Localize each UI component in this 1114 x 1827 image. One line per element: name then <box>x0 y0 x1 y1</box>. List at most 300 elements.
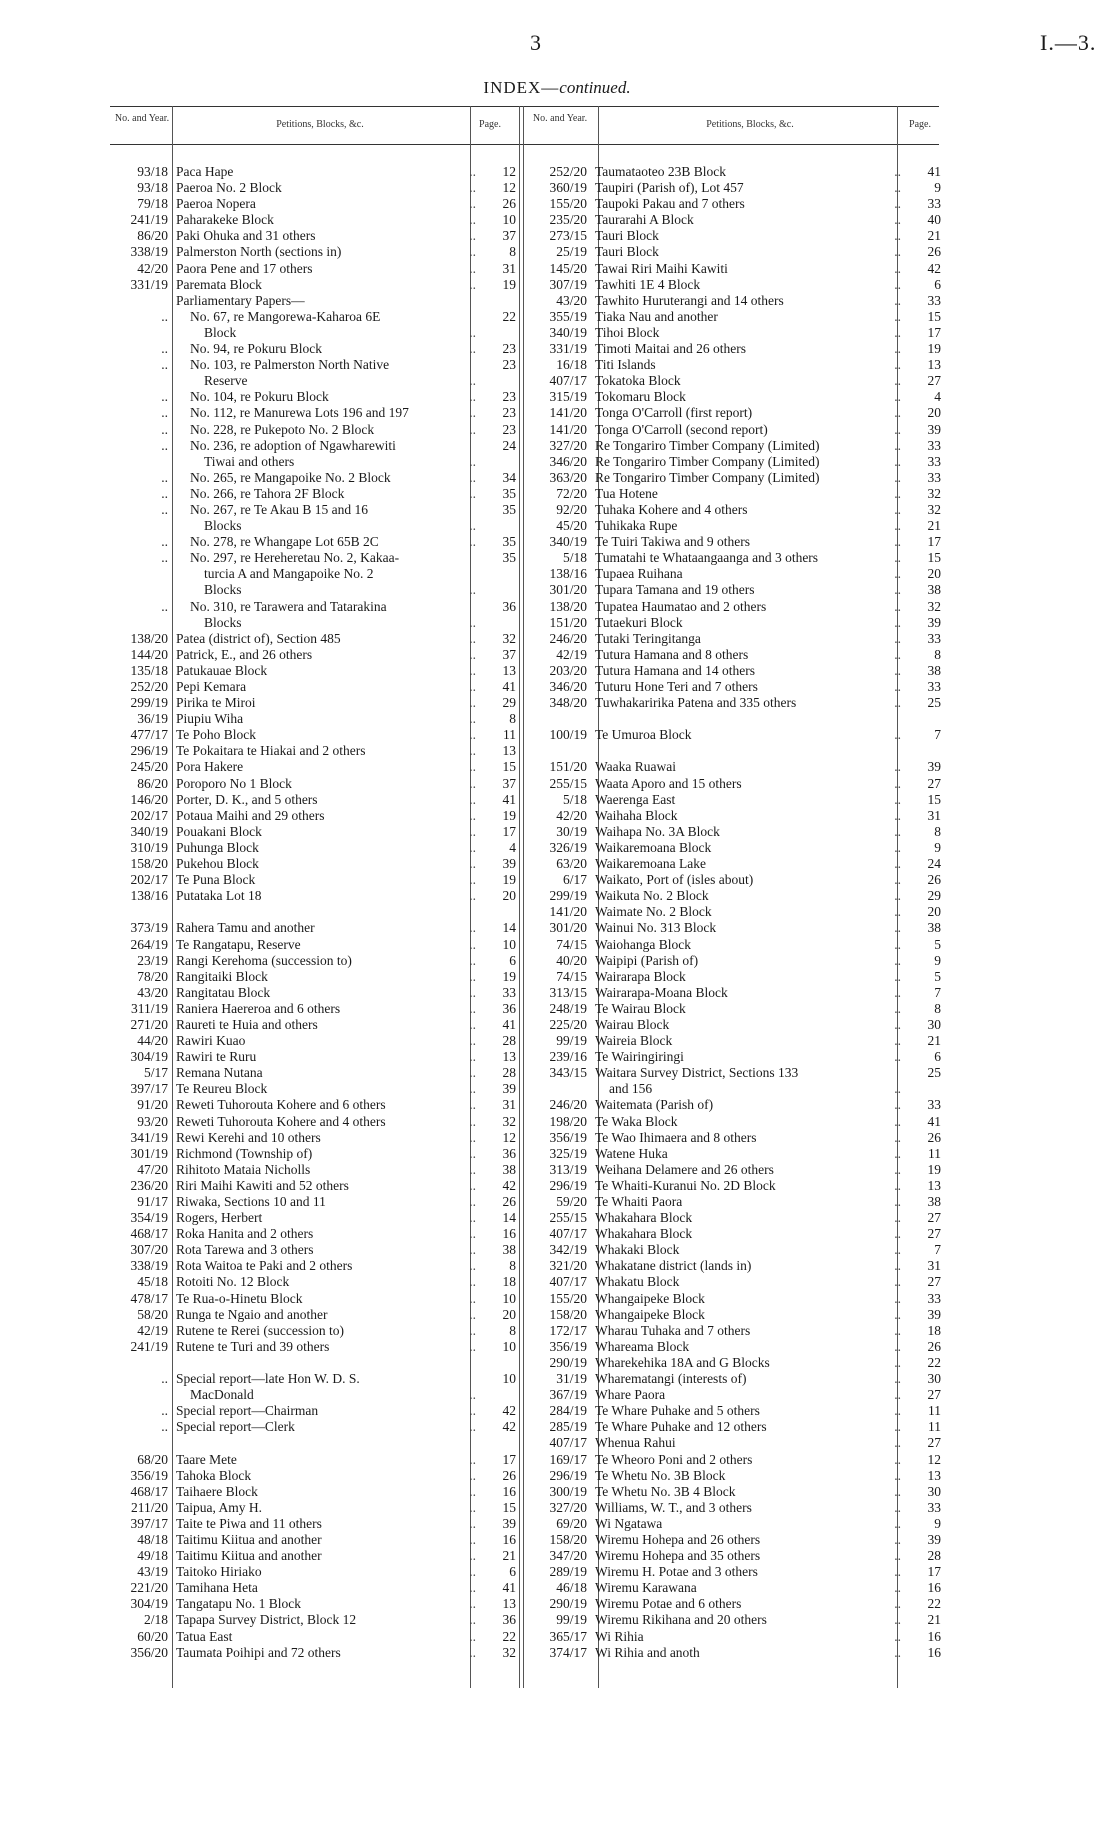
leader-dots: .. <box>894 1564 901 1580</box>
entry-title-text: Tonga O'Carroll (first report) <box>595 405 753 421</box>
entry-title <box>168 1065 458 1081</box>
index-entry <box>110 888 515 904</box>
leader-dots: .. <box>894 1033 901 1049</box>
entry-title-text: Waireia Block <box>595 1033 673 1049</box>
entry-title <box>587 293 887 309</box>
leader-dots: .. <box>469 807 476 823</box>
entry-page: 12 <box>927 1451 941 1467</box>
entry-title-text: Piupiu Wiha <box>176 711 244 727</box>
index-entry <box>110 1291 515 1307</box>
entry-page: 31 <box>502 260 516 276</box>
entry-number: 245/20 <box>130 759 168 775</box>
entry-number: 356/19 <box>549 1129 587 1145</box>
entry-number: 42/20 <box>556 807 587 823</box>
entry-title-text: Wairarapa-Moana Block <box>595 984 728 1000</box>
entry-title-text: Te Wao Ihimaera and 8 others <box>595 1129 757 1145</box>
entry-page: 22 <box>927 1596 941 1612</box>
leader-dots: .. <box>894 518 901 534</box>
index-entry <box>525 759 939 775</box>
entry-page: 8 <box>509 1258 516 1274</box>
entry-title <box>168 1146 458 1162</box>
entry-number: 326/19 <box>549 839 587 855</box>
entry-number: 151/20 <box>549 759 587 775</box>
entry-number: 373/19 <box>130 920 168 936</box>
entry-title-text: Paeroa Nopera <box>176 196 256 212</box>
entry-title <box>168 727 458 743</box>
entry-number: 68/20 <box>137 1451 168 1467</box>
entry-title <box>587 953 887 969</box>
entry-title <box>587 550 887 566</box>
index-entry <box>110 808 515 824</box>
leader-dots: .. <box>894 228 901 244</box>
entry-page: 17 <box>927 534 941 550</box>
entry-title <box>587 1339 887 1355</box>
index-entry <box>525 1114 939 1130</box>
leader-dots: .. <box>469 614 476 630</box>
entry-title-text: Patrick, E., and 26 others <box>176 646 313 662</box>
entry-title-text: Tahoka Block <box>176 1467 252 1483</box>
entry-number: 290/19 <box>549 1354 587 1370</box>
entry-page: 17 <box>502 823 516 839</box>
index-entry <box>110 422 515 438</box>
entry-title-text: Wairarapa Block <box>595 968 686 984</box>
entry-number: 86/20 <box>137 775 168 791</box>
entry-page: 36 <box>502 1612 516 1628</box>
entry-title <box>587 1114 887 1130</box>
entry-page: 25 <box>927 1065 941 1081</box>
entry-title <box>587 454 887 470</box>
entry-title <box>587 1146 887 1162</box>
entry-title <box>587 1323 887 1339</box>
entry-title <box>587 615 887 631</box>
entry-number: 307/20 <box>130 1242 168 1258</box>
entry-page: 38 <box>927 920 941 936</box>
index-entry <box>110 631 515 647</box>
entry-page: 23 <box>502 421 516 437</box>
entry-page: 6 <box>509 952 516 968</box>
leader-dots: .. <box>469 260 476 276</box>
entry-page: 39 <box>927 614 941 630</box>
index-entry <box>110 1339 515 1355</box>
index-entry <box>110 663 515 679</box>
leader-dots: .. <box>894 501 901 517</box>
entry-number: .. <box>161 308 168 324</box>
entry-number: 135/18 <box>130 662 168 678</box>
leader-dots: .. <box>894 341 901 357</box>
index-entry <box>110 1323 515 1339</box>
section-gap <box>525 743 939 759</box>
leader-dots: .. <box>469 453 476 469</box>
leader-dots: .. <box>894 614 901 630</box>
entry-number: 43/19 <box>137 1564 168 1580</box>
entry-number: 158/20 <box>549 1531 587 1547</box>
entry-number: 348/20 <box>549 695 587 711</box>
entry-number: 48/18 <box>137 1531 168 1547</box>
entry-number: 74/15 <box>556 936 587 952</box>
entry-title <box>587 164 887 180</box>
col-head-petitions-left: Petitions, Blocks, &c. <box>276 119 364 130</box>
entry-title-text: Tutaekuri Block <box>595 614 683 630</box>
index-entry <box>110 920 515 936</box>
index-entry <box>110 244 515 260</box>
entry-title-text: Te Rangatapu, Reserve <box>176 936 301 952</box>
index-entry <box>525 1500 939 1516</box>
leader-dots: .. <box>894 582 901 598</box>
entry-title <box>587 647 887 663</box>
index-entry <box>110 1274 515 1290</box>
leader-dots: .. <box>469 341 476 357</box>
entry-number: 5/18 <box>562 550 587 566</box>
entry-title <box>587 1629 887 1645</box>
entry-number: 246/20 <box>549 1097 587 1113</box>
entry-page: 12 <box>502 1129 516 1145</box>
entry-title-continued: Block <box>204 324 237 340</box>
index-entry <box>525 357 939 373</box>
col-head-petitions-right: Petitions, Blocks, &c. <box>706 119 794 130</box>
entry-number: 91/17 <box>137 1194 168 1209</box>
leader-dots: .. <box>469 743 476 759</box>
entry-page: 6 <box>509 1564 516 1580</box>
leader-dots: .. <box>469 373 476 389</box>
leader-dots: .. <box>894 212 901 228</box>
entry-title <box>587 470 887 486</box>
leader-dots: .. <box>469 727 476 743</box>
entry-number: 78/20 <box>137 968 168 984</box>
entry-title <box>587 389 887 405</box>
entry-title <box>168 711 458 727</box>
entry-title-text: Tawai Riri Maihi Kawiti <box>595 260 728 276</box>
entry-title-text: Waata Aporo and 15 others <box>595 775 742 791</box>
leader-dots: .. <box>469 244 476 260</box>
leader-dots: .. <box>469 1194 476 1209</box>
entry-page: 37 <box>502 228 516 244</box>
index-entry <box>110 1500 515 1516</box>
entry-title-text: No. 228, re Pukepoto No. 2 Block <box>190 421 375 437</box>
entry-page: 29 <box>927 888 941 904</box>
entry-title-text: Pepi Kemara <box>176 679 247 694</box>
entry-title-text: No. 265, re Mangapoike No. 2 Block <box>190 469 391 485</box>
entry-page: 19 <box>502 872 516 888</box>
entry-title <box>168 1274 458 1290</box>
leader-dots: .. <box>469 582 476 598</box>
entry-number: 138/16 <box>130 888 168 904</box>
entry-title-text: Taitimu Kiitua and another <box>176 1548 322 1564</box>
entry-page: 19 <box>927 1161 941 1177</box>
entry-title-text: Whakahara Block <box>595 1210 693 1226</box>
entry-page: 31 <box>502 1097 516 1113</box>
entry-number: 346/20 <box>549 679 587 694</box>
index-entry <box>110 824 515 840</box>
entry-number: 299/19 <box>549 888 587 904</box>
entry-page: 13 <box>502 743 516 759</box>
entry-page: 26 <box>927 244 941 260</box>
index-entry <box>110 937 515 953</box>
index-entry <box>110 1484 515 1500</box>
entry-number: .. <box>161 421 168 437</box>
entry-title <box>587 1532 887 1548</box>
entry-page: 40 <box>927 212 941 228</box>
leader-dots: .. <box>469 1596 476 1612</box>
entry-title-text: Tapapa Survey District, Block 12 <box>176 1612 357 1628</box>
leader-dots: .. <box>469 839 476 855</box>
entry-page: 4 <box>934 389 941 405</box>
entry-title-text: Waitemata (Parish of) <box>595 1097 714 1113</box>
entry-number: 300/19 <box>549 1483 587 1499</box>
entry-page: 16 <box>927 1628 941 1644</box>
col-head-page-left: Page. <box>479 119 501 130</box>
index-entry <box>110 486 515 502</box>
index-entry <box>525 1419 939 1435</box>
entry-title-text: Te Tuiri Takiwa and 9 others <box>595 534 750 550</box>
entry-number: 310/19 <box>130 839 168 855</box>
entry-title-text: Runga te Ngaio and another <box>176 1306 328 1322</box>
entry-title-text: Rutene te Rerei (succession to) <box>176 1322 344 1338</box>
entry-title <box>587 1548 887 1564</box>
index-entry <box>525 1339 939 1355</box>
entry-title <box>168 486 458 502</box>
entry-title <box>587 1419 887 1435</box>
entry-number: 46/18 <box>556 1580 587 1596</box>
entry-number: 356/19 <box>549 1338 587 1354</box>
entry-title-text: Tua Hotene <box>595 485 658 501</box>
index-entry <box>525 325 939 341</box>
index-entry <box>525 261 939 277</box>
leader-dots: .. <box>894 1419 901 1435</box>
section-gap <box>525 711 939 727</box>
index-entry <box>110 341 515 357</box>
entry-title-continued: Blocks <box>204 582 242 598</box>
index-entry <box>110 1146 515 1162</box>
entry-title-text: Waaka Ruawai <box>595 759 676 775</box>
entry-page: 21 <box>927 1612 941 1628</box>
entry-title <box>587 985 887 1001</box>
entry-page: 26 <box>502 196 516 212</box>
entry-page: 33 <box>927 453 941 469</box>
divider-center <box>519 106 524 1688</box>
entry-title-text: Paeroa No. 2 Block <box>176 180 282 196</box>
index-entry <box>525 856 939 872</box>
entry-title <box>168 920 458 936</box>
entry-title-text: Whareama Block <box>595 1338 690 1354</box>
leader-dots: .. <box>894 1371 901 1387</box>
entry-page: 5 <box>934 968 941 984</box>
leader-dots: .. <box>469 791 476 807</box>
entry-page: 16 <box>927 1644 941 1660</box>
entry-page: 13 <box>927 1177 941 1193</box>
leader-dots: .. <box>469 711 476 727</box>
index-entry <box>110 776 515 792</box>
leader-dots: .. <box>894 1451 901 1467</box>
entry-title-text: Te Wairau Block <box>595 1000 686 1016</box>
entry-title <box>587 599 887 615</box>
index-entry <box>110 759 515 775</box>
entry-title <box>168 969 458 985</box>
entry-number: 397/17 <box>130 1515 168 1531</box>
entry-page: 27 <box>927 775 941 791</box>
leader-dots: .. <box>894 1338 901 1354</box>
entry-title-text: Watene Huka <box>595 1145 668 1161</box>
leader-dots: .. <box>894 952 901 968</box>
entry-title <box>587 872 887 888</box>
entry-title-text: Pukehou Block <box>176 856 259 872</box>
entry-number: 365/17 <box>549 1628 587 1644</box>
entry-title <box>587 1371 887 1387</box>
entry-number: 255/15 <box>549 1210 587 1226</box>
entry-page: 35 <box>502 501 516 517</box>
leader-dots: .. <box>469 1548 476 1564</box>
entry-title-text: Whangaipeke Block <box>595 1306 705 1322</box>
leader-dots: .. <box>894 1387 901 1403</box>
entry-title-text: Raureti te Huia and others <box>176 1016 318 1032</box>
leader-dots: .. <box>469 1451 476 1467</box>
entry-title <box>587 1355 887 1371</box>
entry-page: 37 <box>502 775 516 791</box>
entry-title <box>168 1419 458 1435</box>
entry-title <box>168 341 458 357</box>
leader-dots: .. <box>894 164 901 179</box>
entry-page: 31 <box>927 807 941 823</box>
index-entry <box>110 1516 515 1532</box>
index-entry <box>110 1178 515 1194</box>
leader-dots: .. <box>894 308 901 324</box>
entry-title <box>587 1596 887 1612</box>
entry-title-text: Puhunga Block <box>176 839 259 855</box>
leader-dots: .. <box>894 646 901 662</box>
entry-title <box>168 856 458 872</box>
entry-number: 141/20 <box>549 405 587 421</box>
entry-page: 9 <box>934 180 941 196</box>
entry-page: 31 <box>927 1258 941 1274</box>
entry-title <box>587 1387 887 1403</box>
index-entry <box>110 1629 515 1645</box>
leader-dots: .. <box>469 630 476 646</box>
entry-page: 16 <box>927 1580 941 1596</box>
leader-dots: .. <box>469 421 476 437</box>
index-entry <box>110 1403 515 1419</box>
entry-number: .. <box>161 1371 168 1387</box>
index-entry <box>110 438 515 470</box>
entry-title <box>168 1339 458 1355</box>
entry-number: 354/19 <box>130 1210 168 1226</box>
entry-title-text: Paharakeke Block <box>176 212 274 228</box>
entry-page: 17 <box>927 324 941 340</box>
entry-number: 342/19 <box>549 1242 587 1258</box>
index-entry <box>525 341 939 357</box>
entry-number: 172/17 <box>549 1322 587 1338</box>
leader-dots: .. <box>894 1274 901 1290</box>
entry-title-text: Taite te Piwa and 11 others <box>176 1515 322 1531</box>
leader-dots: .. <box>469 389 476 405</box>
index-entry <box>525 904 939 920</box>
entry-title-text: Te Whetu No. 3B 4 Block <box>595 1483 736 1499</box>
entry-title <box>168 647 458 663</box>
leader-dots: .. <box>894 1242 901 1258</box>
index-entry <box>525 1226 939 1242</box>
index-entry <box>525 1516 939 1532</box>
leader-dots: .. <box>894 695 901 711</box>
entry-title <box>587 888 887 904</box>
entry-title <box>168 872 458 888</box>
leader-dots: .. <box>894 1548 901 1564</box>
index-entry <box>110 293 515 309</box>
entry-number: 49/18 <box>137 1548 168 1564</box>
entry-page: 5 <box>934 936 941 952</box>
leader-dots: .. <box>894 276 901 292</box>
entry-number: 340/19 <box>130 823 168 839</box>
entry-title <box>168 1049 458 1065</box>
entry-page: 39 <box>927 1306 941 1322</box>
entry-page: 10 <box>502 936 516 952</box>
leader-dots: .. <box>469 1274 476 1290</box>
entry-title <box>168 1548 458 1564</box>
entry-number: 158/20 <box>549 1306 587 1322</box>
entry-title-text: Waihaha Block <box>595 807 678 823</box>
entry-title <box>168 679 458 695</box>
entry-page: 13 <box>502 662 516 678</box>
leader-dots: .. <box>894 630 901 646</box>
index-entry <box>525 631 939 647</box>
leader-dots: .. <box>894 1515 901 1531</box>
entry-number: 468/17 <box>130 1483 168 1499</box>
entry-page: 35 <box>502 485 516 501</box>
index-entry <box>110 309 515 341</box>
entry-title <box>168 1468 458 1484</box>
leader-dots: .. <box>469 872 476 888</box>
index-entry <box>525 405 939 421</box>
leader-dots: .. <box>469 1016 476 1032</box>
entry-title-text: Wharau Tuhaka and 7 others <box>595 1322 751 1338</box>
index-entry <box>525 1484 939 1500</box>
entry-title-text: Rangitatau Block <box>176 984 271 1000</box>
entry-number: 477/17 <box>130 727 168 743</box>
entry-title-text: Riwaka, Sections 10 and 11 <box>176 1194 326 1209</box>
entry-page: 16 <box>502 1483 516 1499</box>
entry-number: 299/19 <box>130 695 168 711</box>
index-entry <box>525 196 939 212</box>
leader-dots: .. <box>469 1049 476 1065</box>
entry-title-text: Rangitaiki Block <box>176 968 268 984</box>
entry-page: 38 <box>927 582 941 598</box>
leader-dots: .. <box>894 598 901 614</box>
entry-page: 39 <box>927 759 941 775</box>
entry-page: 9 <box>934 952 941 968</box>
entry-title-text: Tauri Block <box>595 228 659 244</box>
index-entry <box>525 1049 939 1065</box>
index-entry <box>110 1419 515 1435</box>
entry-page: 7 <box>934 727 941 743</box>
entry-title-text: No. 104, re Pokuru Block <box>190 389 329 405</box>
entry-number: 255/15 <box>549 775 587 791</box>
entry-number: 198/20 <box>549 1113 587 1129</box>
leader-dots: .. <box>469 759 476 775</box>
entry-number: 321/20 <box>549 1258 587 1274</box>
entry-title <box>168 212 458 228</box>
entry-title <box>168 937 458 953</box>
entry-page: 18 <box>502 1274 516 1290</box>
entry-page: 8 <box>509 711 516 727</box>
entry-number: 367/19 <box>549 1387 587 1403</box>
leader-dots: .. <box>894 534 901 550</box>
entry-title-text: Wharekehika 18A and G Blocks <box>595 1354 770 1370</box>
entry-number: .. <box>161 389 168 405</box>
entry-number: 340/19 <box>549 534 587 550</box>
leader-dots: .. <box>894 566 901 582</box>
entry-title <box>587 1645 887 1661</box>
entry-title-text: No. 267, re Te Akau B 15 and 16 <box>190 501 369 517</box>
entry-number: 92/20 <box>556 501 587 517</box>
leader-dots: .. <box>469 1161 476 1177</box>
entry-title-text: Wairau Block <box>595 1016 670 1032</box>
